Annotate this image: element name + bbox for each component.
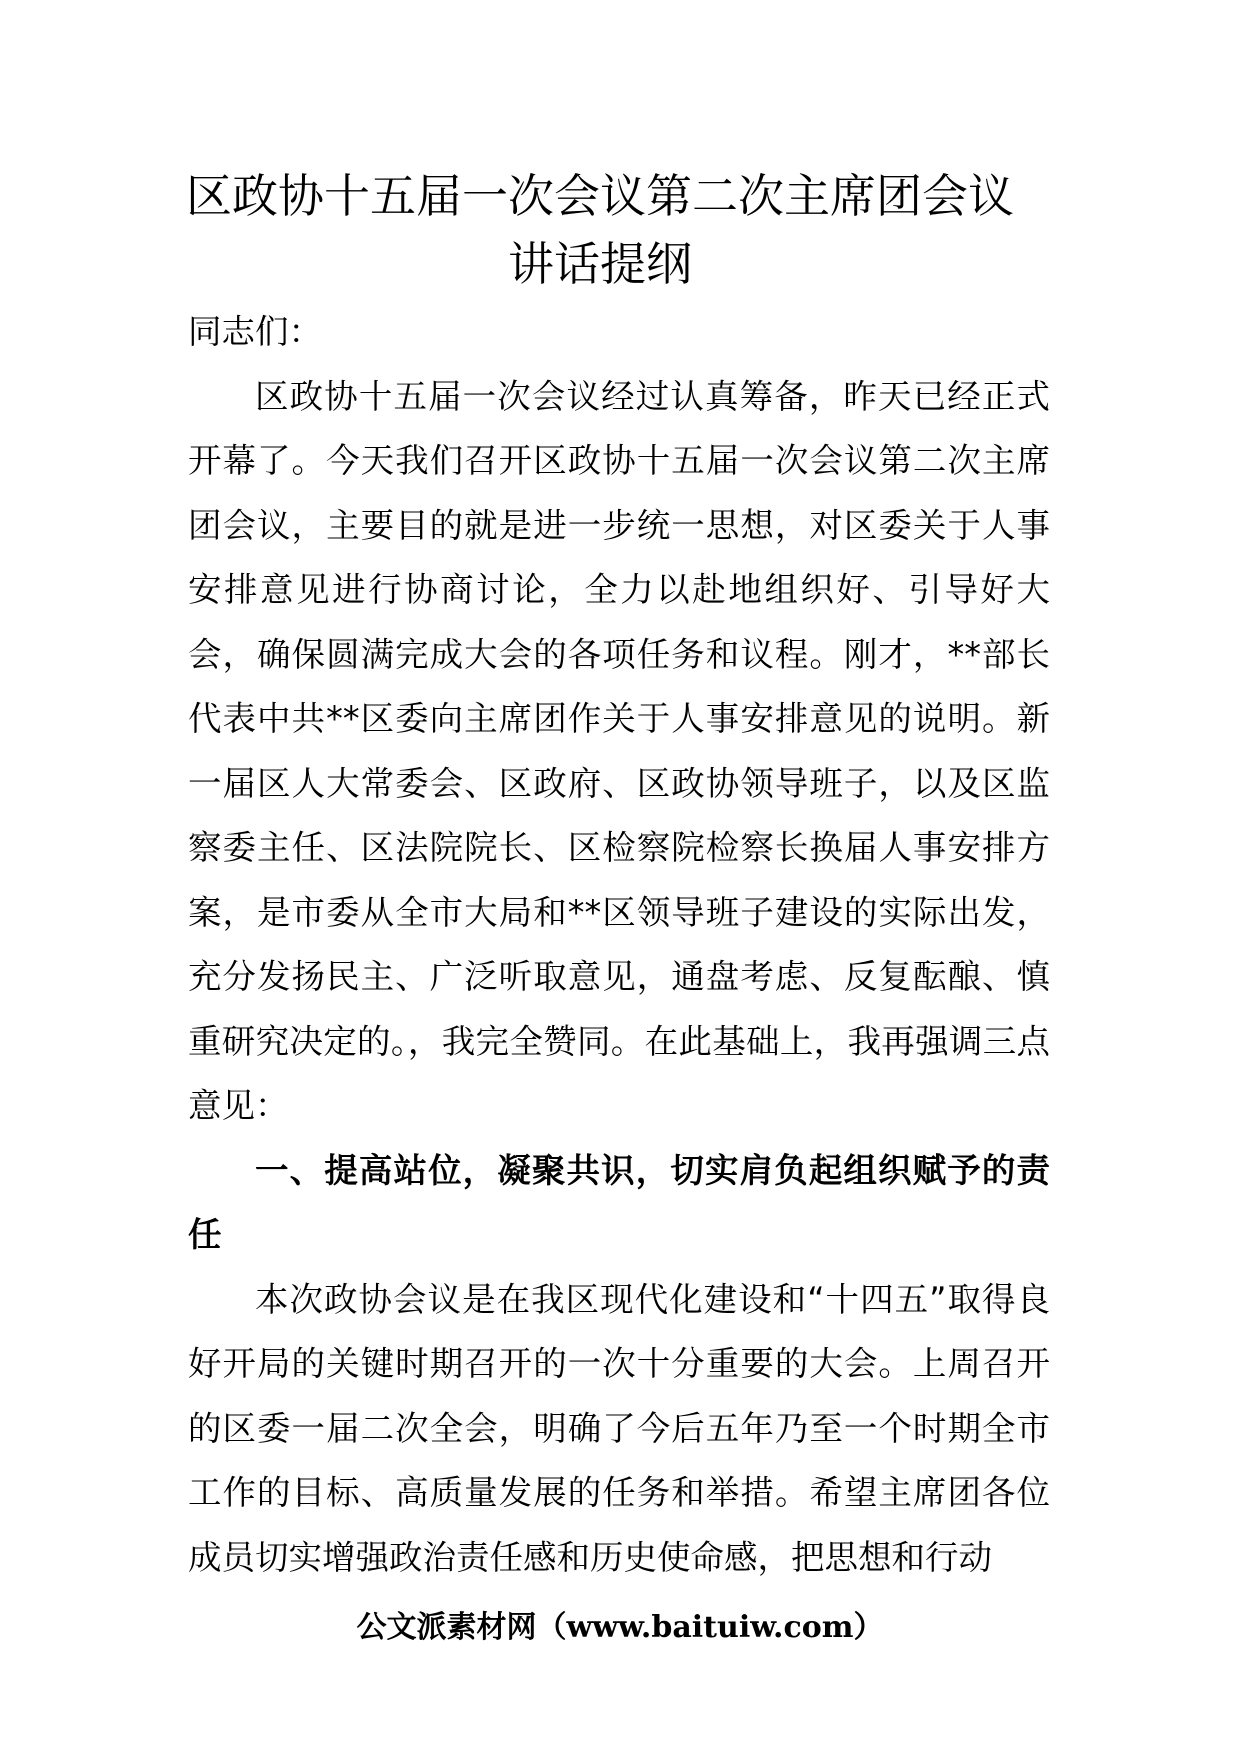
document-title-line-1: 区政协十五届一次会议第二次主席团会议 bbox=[186, 169, 1014, 223]
section-heading-1: 一、提高站位，凝聚共识，切实肩负起组织赋予的责任 bbox=[188, 1150, 1050, 1254]
footer-watermark: 公文派素材网（www.baituiw.com） bbox=[356, 1610, 884, 1645]
document-body bbox=[188, 300, 1050, 1590]
salutation: 同志们： bbox=[188, 312, 322, 351]
document-title-line-2: 讲话提纲 bbox=[508, 237, 692, 291]
paragraph-section-1: 本次政协会议是在我区现代化建设和“十四五”取得良好开局的关键时期召开的一次十分重要的大会。上周召开的区委一届二次全会，明确了今后五年乃至一个时期全市工作的目标、高质量发展的任务和举措。希望主席团各位成员切实增强政治责任感和历史使命感，把思想和行动 bbox=[188, 1279, 1050, 1577]
paragraph-intro: 区政协十五届一次会议经过认真筹备，昨天已经正式开幕了。今天我们召开区政协十五届一次会议第二次主席团会议，主要目的就是进一步统一思想，对区委关于人事安排意见进行协商讨论，全力以赴地组织好、引导好大会，确保圆满完成大会的各项任务和议程。刚才，**部长代表中共**区委向主席团作关于人事安排意见的说明。新一届区人大常委会、区政府、区政协领导班子，以及区监察委主任、区法院院长、区检察院检察长换届人事安排方案，是市委从全市大局和**区领导班子建设的实际出发，充分发扬民主、广泛听取意见，通盘考虑、反复酝酿、慎重研究决定的。，我完全赞同。在此基础上，我再强调三点意见： bbox=[188, 376, 1050, 1125]
